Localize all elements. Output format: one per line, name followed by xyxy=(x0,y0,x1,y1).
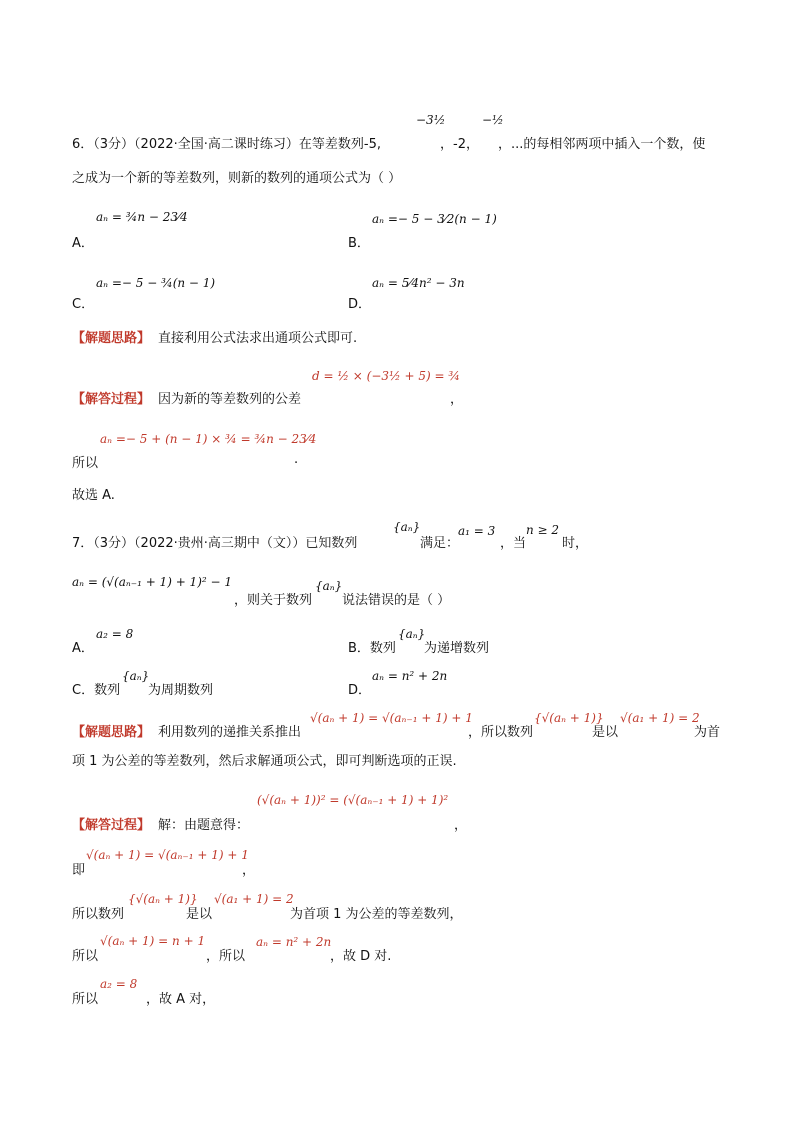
q7-stem-c: ，当 xyxy=(500,536,527,551)
q7-idea-tag: 【解题思路】 xyxy=(72,725,151,740)
q7-l1-m: √(aₙ + 1) = √(aₙ₋₁ + 1) + 1 xyxy=(86,848,249,862)
q7-stem-d: 时， xyxy=(562,536,589,551)
q7-l4-b: ，故 A 对， xyxy=(146,992,216,1007)
q7-option-b-seq: {aₙ} xyxy=(398,627,426,641)
q7-l1-b: ， xyxy=(242,863,256,878)
q7-line2-b: 说法错误的是（ ） xyxy=(342,593,451,608)
q6-proc-text: 因为新的等差数列的公差 xyxy=(158,392,302,407)
q6-option-b-label: B． xyxy=(348,236,370,251)
q6-proc-math: d = ½ × (−3½ + 5) = ¾ xyxy=(312,369,460,383)
q6-frac1: −3½ xyxy=(416,113,446,127)
q6-line2: 之成为一个新的等差数列，则新的数列的通项公式为（ ） xyxy=(72,171,402,186)
q6-option-b-math: aₙ =− 5 − 3⁄2(n − 1) xyxy=(372,212,497,226)
q7-stem-b: 满足： xyxy=(420,536,460,551)
q7-l3-m2: aₙ = n² + 2n xyxy=(256,935,332,949)
q7-idea-line2: 项 1 为公差的等差数列，然后求解通项公式，即可判断选项的正误. xyxy=(72,754,457,769)
q7-idea-m3: √(a₁ + 1) = 2 xyxy=(620,711,700,725)
q7-l2-b: 是以 xyxy=(186,907,213,922)
q7-option-d-label: D． xyxy=(348,683,372,698)
q6-proc-end: ， xyxy=(450,392,464,407)
q7-option-c-text: 为周期数列 xyxy=(148,683,214,698)
q7-l2-m1: {√(aₙ + 1)} xyxy=(128,892,198,906)
q7-option-c-label: C．数列 xyxy=(72,683,121,698)
q7-idea-m1: √(aₙ + 1) = √(aₙ₋₁ + 1) + 1 xyxy=(310,711,473,725)
q7-l3-a: 所以 xyxy=(72,949,99,964)
q7-l3-b: ，所以 xyxy=(206,949,246,964)
q6-stem-a: 6．（3分）（2022·全国·高二课时练习）在等差数列-5, xyxy=(72,137,381,152)
q7-option-b-text: 为递增数列 xyxy=(424,641,490,656)
q7-option-a-math: a₂ = 8 xyxy=(96,627,134,641)
q6-option-c-math: aₙ =− 5 − ¾(n − 1) xyxy=(96,276,216,290)
q7-l4-m: a₂ = 8 xyxy=(100,977,138,991)
q7-cond: n ≥ 2 xyxy=(526,523,560,537)
q6-stem-b: ，-2， xyxy=(440,137,479,152)
q6-answer: 故选 A. xyxy=(72,488,115,503)
q7-l2-a: 所以数列 xyxy=(72,907,125,922)
q6-idea-text: 直接利用公式法求出通项公式即可. xyxy=(158,331,358,346)
q7-idea-m2: {√(aₙ + 1)} xyxy=(534,711,604,725)
q6-option-c-label: C． xyxy=(72,297,95,312)
q7-option-a-label: A． xyxy=(72,641,94,656)
q6-option-a-math: aₙ = ¾n − 23⁄4 xyxy=(96,210,188,224)
q7-l2-m2: √(a₁ + 1) = 2 xyxy=(214,892,294,906)
q7-seq: {aₙ} xyxy=(393,520,421,534)
q7-a1: a₁ = 3 xyxy=(458,524,496,538)
q7-idea-d: 为首 xyxy=(694,725,721,740)
q6-option-d-label: D． xyxy=(348,297,372,312)
q7-option-b-label: B．数列 xyxy=(348,641,396,656)
q6-so-text: 所以 xyxy=(72,456,99,471)
q7-option-d-math: aₙ = n² + 2n xyxy=(372,669,448,683)
q7-line2-a: ，则关于数列 xyxy=(234,593,313,608)
q7-idea-c: 是以 xyxy=(592,725,619,740)
q7-idea-b: ，所以数列 xyxy=(468,725,534,740)
q7-formula: aₙ = (√(aₙ₋₁ + 1) + 1)² − 1 xyxy=(72,575,233,589)
q7-l1-a: 即 xyxy=(72,863,86,878)
q7-option-c-seq: {aₙ} xyxy=(122,669,150,683)
q6-option-d-math: aₙ = 5⁄4n² − 3n xyxy=(372,276,465,290)
q7-l3-c: ，故 D 对. xyxy=(330,949,392,964)
q7-proc-a: 解：由题意得： xyxy=(158,818,250,833)
q6-idea-tag: 【解题思路】 xyxy=(72,331,151,346)
q7-l2-c: 为首项 1 为公差的等差数列， xyxy=(290,907,463,922)
q6-option-a-label: A． xyxy=(72,236,94,251)
q7-idea-a: 利用数列的递推关系推出 xyxy=(158,725,302,740)
q6-so-math: aₙ =− 5 + (n − 1) × ¾ = ¾n − 23⁄4 xyxy=(100,432,317,446)
q7-l3-m1: √(aₙ + 1) = n + 1 xyxy=(100,934,206,948)
q7-l4-a: 所以 xyxy=(72,992,99,1007)
q7-proc-tag: 【解答过程】 xyxy=(72,818,151,833)
q7-stem-a: 7．（3分）（2022·贵州·高三期中（文））已知数列 xyxy=(72,536,358,551)
q7-proc-m: (√(aₙ + 1))² = (√(aₙ₋₁ + 1) + 1)² xyxy=(257,793,449,807)
q6-proc-tag: 【解答过程】 xyxy=(72,392,151,407)
q7-proc-end: ， xyxy=(454,818,468,833)
q6-stem-c: ，...的每相邻两项中插入一个数，使 xyxy=(498,137,706,152)
q6-frac2: −½ xyxy=(482,113,504,127)
q7-line2-seq: {aₙ} xyxy=(315,579,343,593)
q6-so-end: . xyxy=(294,452,299,467)
